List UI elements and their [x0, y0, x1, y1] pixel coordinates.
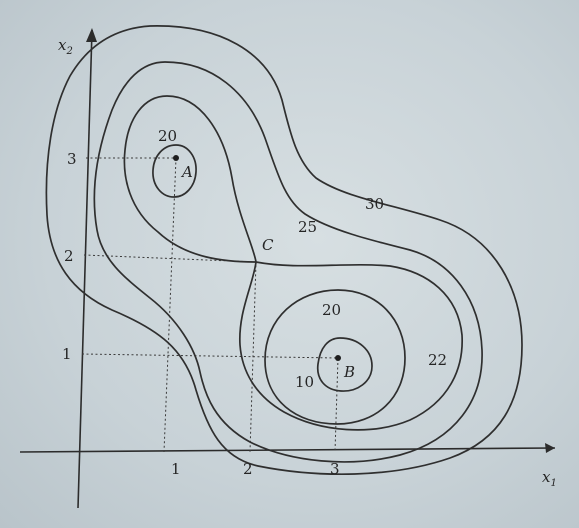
contour-label-22: 22	[428, 351, 448, 369]
guide-point-a	[86, 158, 176, 452]
x-tick-3: 3	[330, 460, 340, 478]
contour-label-30: 30	[365, 195, 385, 213]
y-axis	[78, 30, 92, 508]
contour-label-inner-b: 10	[295, 373, 315, 391]
contour-figure-eight	[124, 96, 462, 430]
label-point-b: B	[344, 363, 356, 381]
y-tick-3: 3	[67, 150, 77, 168]
x-axis-arrow-icon	[545, 443, 555, 453]
x-tick-2: 2	[243, 460, 253, 478]
contour-label-mid-b: 20	[322, 301, 342, 319]
point-a-dot	[173, 155, 179, 161]
contour-label-25: 25	[298, 218, 318, 236]
x-tick-1: 1	[171, 460, 181, 478]
y-axis-arrow-icon	[86, 28, 97, 42]
y-tick-2: 2	[64, 247, 74, 265]
x-axis	[20, 448, 555, 452]
y-tick-1: 1	[62, 345, 72, 363]
x-axis-label: $x_1$	[542, 468, 557, 489]
contour-30	[46, 26, 522, 474]
label-point-c: C	[262, 236, 274, 254]
label-point-a: A	[182, 163, 193, 181]
guide-point-c	[84, 255, 256, 452]
point-b-dot	[335, 355, 341, 361]
contour-label-inner-a: 20	[158, 127, 178, 145]
y-axis-label: $x_2$	[58, 36, 73, 57]
